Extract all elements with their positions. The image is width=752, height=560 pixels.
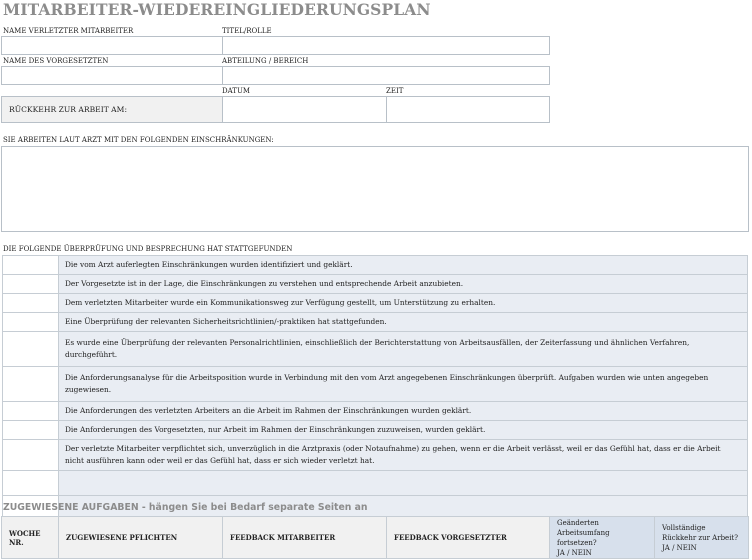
review-row — [3, 294, 748, 313]
restrictions-textarea[interactable] — [1, 146, 749, 232]
review-row — [3, 332, 748, 367]
assigned-tasks-table — [1, 516, 749, 559]
department-label: ABTEILUNG / BEREICH — [222, 57, 309, 65]
review-item-text: Der verletzte Mitarbeiter verpflichtet sich, unverzüglich in die Arztpraxis (oder Notaufnahme) zu gehen, wenn er die Arbeit verlässt, weil er das Gefühl hat, dass er die Arbeit nicht ausführen kann oder weil er das Gefühl hat, dass er sich wieder verletzt hat. — [59, 440, 748, 471]
date-label: DATUM — [222, 87, 251, 95]
review-item-text: Eine Überprüfung der relevanten Sicherheitsrichtlinien/-praktiken hat stattgefunden. — [59, 313, 748, 332]
assigned-duties-header: ZUGEWIESENE PFLICHTEN — [59, 517, 223, 559]
return-time-field[interactable] — [386, 96, 550, 123]
supervisor-name-field[interactable] — [1, 66, 223, 85]
review-item-text: Die Anforderungsanalyse für die Arbeitsposition wurde in Verbindung mit den vom Arzt angegebenen Einschränkungen überprüft. Aufgaben wurden wie unten angegeben zugewiesen. — [59, 367, 748, 402]
review-checkbox[interactable] — [3, 471, 59, 496]
review-item-text: Die Anforderungen des verletzten Arbeiters an die Arbeit im Rahmen der Einschränkungen wurden geklärt. — [59, 402, 748, 421]
review-section-label: DIE FOLGENDE ÜBERPRÜFUNG UND BESPRECHUNG HAT STATTGEFUNDEN — [3, 245, 293, 253]
review-item-text: Die Anforderungen des Vorgesetzten, nur Arbeit im Rahmen der Einschränkungen zuzuweisen, wurden geklärt. — [59, 421, 748, 440]
review-row — [3, 402, 748, 421]
changed-scope-question: Geänderten Arbeitsumfang fortsetzen? — [557, 518, 610, 547]
review-checkbox[interactable] — [3, 421, 59, 440]
page-title: MITARBEITER-WIEDEREINGLIEDERUNGSPLAN — [3, 0, 431, 19]
supervisor-name-label: NAME DES VORGESETZTEN — [3, 57, 109, 65]
review-item-text: Es wurde eine Überprüfung der relevanten Personalrichtlinien, einschließlich der Berichterstattung von Arbeitsausfällen, der Zeiterfassung und ähnlichen Verfahren, durchgeführt. — [59, 332, 748, 367]
review-checkbox[interactable] — [3, 440, 59, 471]
tasks-header-row — [2, 517, 749, 559]
review-item-text: Die vom Arzt auferlegten Einschränkungen wurden identifiziert und geklärt. — [59, 256, 748, 275]
employee-name-label: NAME VERLETZTER MITARBEITER — [3, 27, 134, 35]
full-return-options: JA / NEIN — [662, 543, 697, 552]
review-checkbox[interactable] — [3, 256, 59, 275]
role-label: TITEL/ROLLE — [222, 27, 272, 35]
full-return-question: Vollständige Rückkehr zur Arbeit? — [662, 523, 739, 542]
full-return-header — [655, 517, 749, 559]
return-date-field[interactable] — [222, 96, 387, 123]
feedback-employee-header: FEEDBACK MITARBEITER — [223, 517, 387, 559]
review-checkbox[interactable] — [3, 275, 59, 294]
changed-scope-header — [550, 517, 655, 559]
time-label: ZEIT — [386, 87, 404, 95]
review-row — [3, 471, 748, 496]
review-row — [3, 313, 748, 332]
review-item-text: Der Vorgesetzte ist in der Lage, die Einschränkungen zu verstehen und entsprechende Arbeit anzubieten. — [59, 275, 748, 294]
restrictions-label: SIE ARBEITEN LAUT ARZT MIT DEN FOLGENDEN EINSCHRÄNKUNGEN: — [3, 136, 274, 144]
review-checkbox[interactable] — [3, 313, 59, 332]
assigned-tasks-heading: ZUGEWIESENE AUFGABEN - hängen Sie bei Bedarf separate Seiten an — [3, 502, 368, 513]
review-checkbox[interactable] — [3, 294, 59, 313]
return-to-work-label: RÜCKKEHR ZUR ARBEIT AM: — [1, 96, 223, 123]
review-checkbox[interactable] — [3, 332, 59, 367]
feedback-supervisor-header: FEEDBACK VORGESETZTER — [387, 517, 550, 559]
review-row — [3, 275, 748, 294]
week-number-header: WOCHE NR. — [2, 517, 59, 559]
review-checkbox[interactable] — [3, 402, 59, 421]
review-row — [3, 367, 748, 402]
review-row — [3, 256, 748, 275]
changed-scope-options: JA / NEIN — [557, 548, 592, 557]
review-checkbox[interactable] — [3, 367, 59, 402]
role-field[interactable] — [222, 36, 550, 55]
review-row — [3, 421, 748, 440]
review-table — [2, 255, 748, 521]
review-item-blank[interactable] — [59, 471, 748, 496]
department-field[interactable] — [222, 66, 550, 85]
review-row — [3, 440, 748, 471]
review-item-text: Dem verletzten Mitarbeiter wurde ein Kommunikationsweg zur Verfügung gestellt, um Unterstützung zu erhalten. — [59, 294, 748, 313]
employee-name-field[interactable] — [1, 36, 223, 55]
